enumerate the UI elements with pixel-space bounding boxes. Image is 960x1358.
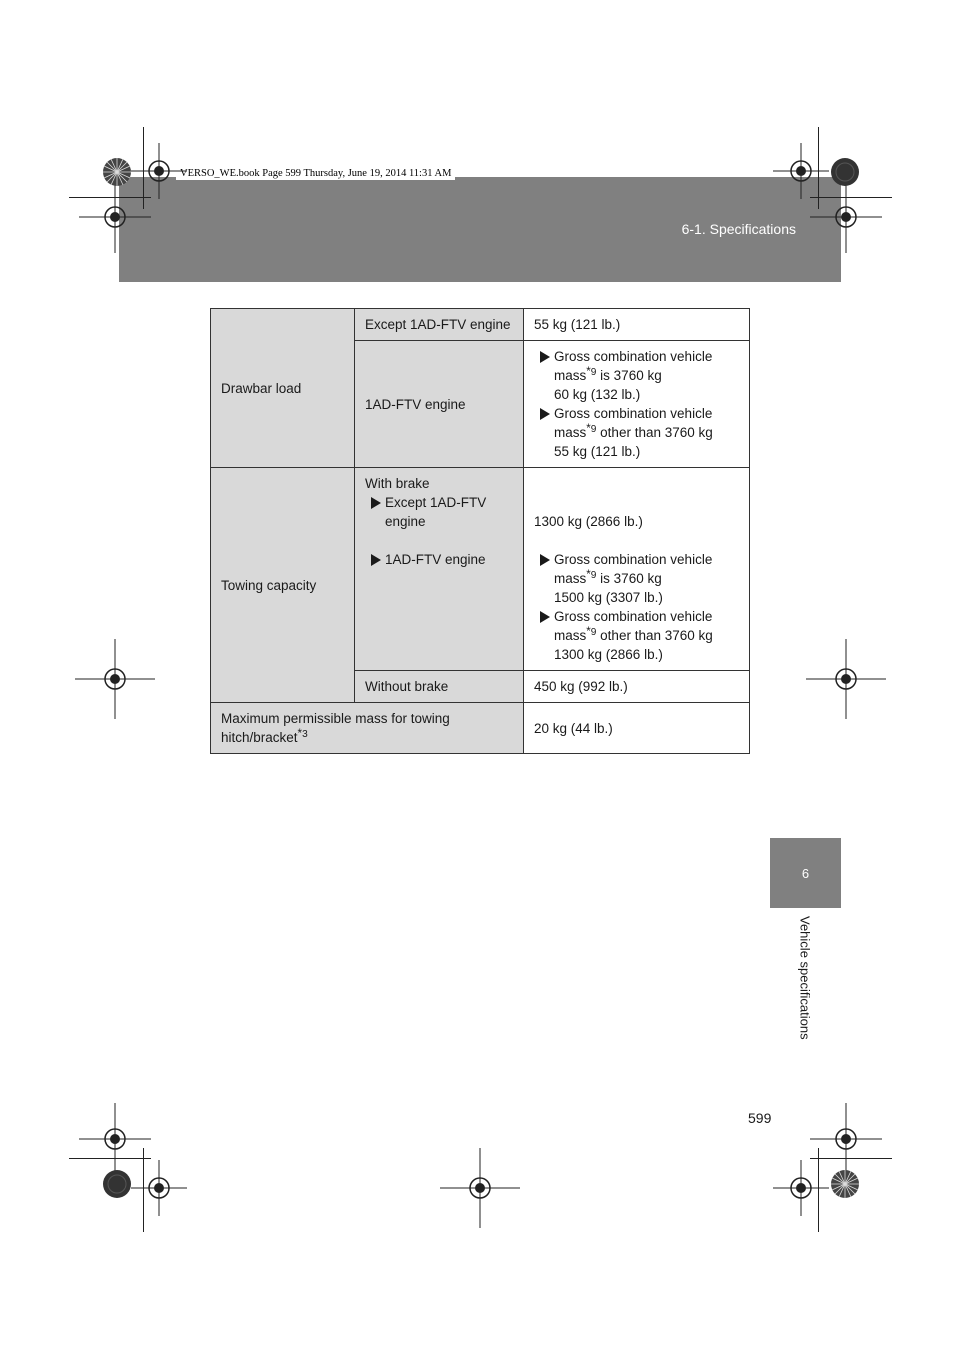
crop-line xyxy=(810,1158,892,1159)
hitch-label-cell: Maximum permissible mass for towing hitch/bracket$^{*3}$ xyxy=(211,703,524,754)
drawbar-except-label: Except 1AD-FTV engine xyxy=(355,309,524,341)
table-row xyxy=(211,703,750,754)
without-brake-value: 450 kg (992 lb.) xyxy=(524,671,750,703)
registration-mark-icon xyxy=(783,1170,819,1206)
hitch-label: Maximum permissible mass for towing hitch/bracket xyxy=(221,711,450,745)
table-row xyxy=(211,309,750,341)
towing-label: Towing capacity xyxy=(211,468,355,703)
list-item: Gross combination vehicle mass$^{*9}$ other than 3760 kg xyxy=(534,607,739,645)
towing-ftv-value-1: 1500 kg (3307 lb.) xyxy=(554,590,663,605)
without-brake-label: Without brake xyxy=(355,671,524,703)
registration-mark-icon xyxy=(97,1121,133,1157)
registration-mark-icon xyxy=(141,153,177,189)
registration-mark-icon xyxy=(97,661,133,697)
list-item: Gross combination vehicle mass$^{*9}$ other than 3760 kg xyxy=(534,404,739,442)
chapter-number: 6 xyxy=(801,865,810,881)
drawbar-ftv-label: 1AD-FTV engine xyxy=(355,341,524,468)
with-brake-label: With brake xyxy=(365,476,430,491)
crop-line xyxy=(810,197,892,198)
drawbar-ftv-value-2: 55 kg (121 lb.) xyxy=(554,444,641,459)
header-band xyxy=(119,177,841,282)
registration-mark-icon xyxy=(828,1121,864,1157)
print-info: VERSO_WE.book Page 599 Thursday, June 19, 2014 11:31 AM xyxy=(176,167,455,180)
crop-line xyxy=(69,197,151,198)
towing-with-brake-values xyxy=(524,468,750,671)
table-row xyxy=(211,468,750,671)
chapter-tab xyxy=(770,838,841,908)
spec-table xyxy=(210,308,750,754)
page-number: 599 xyxy=(748,1110,772,1126)
solid-target-icon xyxy=(830,157,860,187)
list-item: Gross combination vehicle mass$^{*9}$ is 3760 kg xyxy=(534,550,739,588)
drawbar-ftv-values xyxy=(524,341,750,468)
registration-mark-icon xyxy=(828,661,864,697)
solid-target-icon xyxy=(102,1169,132,1199)
starburst-target-icon xyxy=(830,1169,860,1199)
registration-mark-icon xyxy=(462,1170,498,1206)
chapter-label xyxy=(795,916,815,1058)
drawbar-except-value: 55 kg (121 lb.) xyxy=(524,309,750,341)
section-title: 6-1. Specifications xyxy=(681,221,796,237)
drawbar-ftv-value-1: 60 kg (132 lb.) xyxy=(554,387,641,402)
starburst-target-icon xyxy=(102,157,132,187)
crop-line xyxy=(69,1158,151,1159)
registration-mark-icon xyxy=(828,199,864,235)
towing-with-brake-cell xyxy=(355,468,524,671)
towing-except-value: 1300 kg (2866 lb.) xyxy=(534,514,643,529)
towing-except-label: Except 1AD-FTV engine xyxy=(365,493,513,531)
drawbar-label: Drawbar load xyxy=(211,309,355,468)
hitch-value: 20 kg (44 lb.) xyxy=(524,703,750,754)
chapter-label-text: Vehicle specifications xyxy=(797,916,813,1040)
registration-mark-icon xyxy=(97,199,133,235)
registration-mark-icon xyxy=(783,153,819,189)
towing-ftv-value-2: 1300 kg (2866 lb.) xyxy=(554,647,663,662)
list-item: Gross combination vehicle mass$^{*9}$ is 3760 kg xyxy=(534,347,739,385)
registration-mark-icon xyxy=(141,1170,177,1206)
towing-ftv-label: 1AD-FTV engine xyxy=(365,550,513,569)
